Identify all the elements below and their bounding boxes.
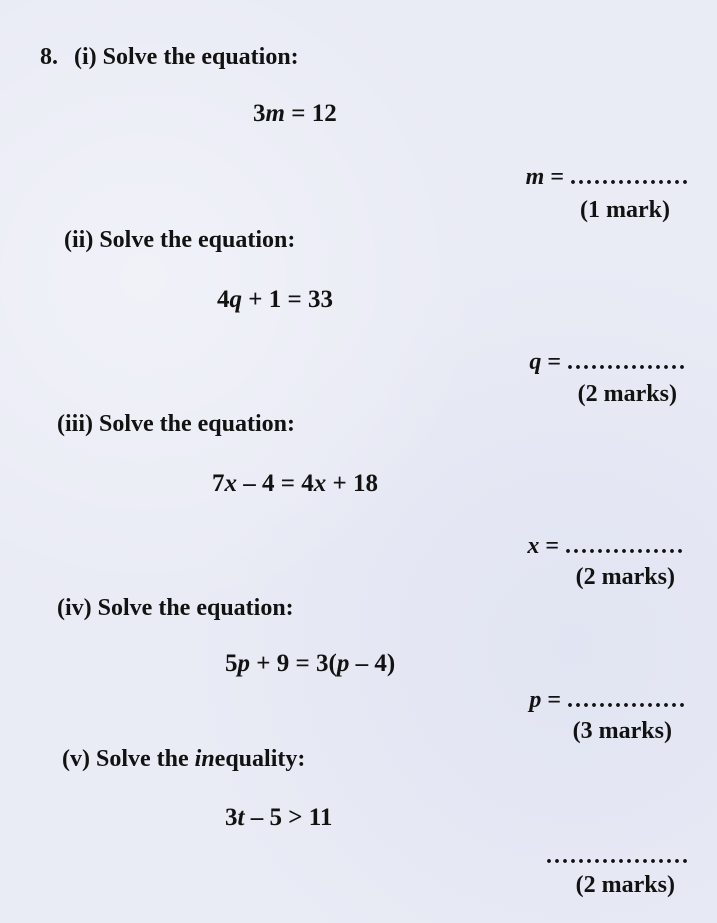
equation-ii: 4q + 1 = 33 <box>217 286 333 313</box>
problem-heading-ii: (ii) Solve the equation: <box>64 227 296 253</box>
answer-line-ii <box>529 349 687 376</box>
problem-heading-v: (v) Solve the inequality: <box>62 746 306 772</box>
answer-dots-iv: ............... <box>567 687 687 713</box>
answer-dots-v: .................. <box>546 843 690 869</box>
answer-prefix-iv: p = <box>529 687 567 713</box>
equation-i: 3m = 12 <box>253 100 337 127</box>
problem-heading-iv: (iv) Solve the equation: <box>57 595 294 621</box>
answer-line-iv <box>529 687 687 714</box>
question-number: 8. <box>40 44 58 70</box>
answer-dots-i: ............... <box>570 164 690 190</box>
answer-line-v <box>546 843 690 870</box>
equation-v: 3t – 5 > 11 <box>225 804 333 831</box>
answer-prefix-iii: x = <box>527 533 565 559</box>
equation-iv: 5p + 9 = 3(p – 4) <box>225 650 396 677</box>
answer-line-iii <box>527 533 685 560</box>
marks-label-iii: (2 marks) <box>575 564 675 590</box>
answer-dots-ii: ............... <box>567 349 687 375</box>
problem-heading-iii: (iii) Solve the equation: <box>57 411 295 437</box>
marks-label-v: (2 marks) <box>575 872 675 898</box>
marks-label-iv: (3 marks) <box>572 718 672 744</box>
answer-prefix-i: m = <box>525 164 570 190</box>
answer-line-i <box>526 164 690 191</box>
answer-dots-iii: ............... <box>565 533 685 559</box>
marks-label-i: (1 mark) <box>580 197 670 223</box>
equation-iii: 7x – 4 = 4x + 18 <box>212 470 378 497</box>
problem-heading-i <box>40 44 299 71</box>
answer-prefix-ii: q = <box>529 349 567 375</box>
marks-label-ii: (2 marks) <box>577 381 677 407</box>
problem-heading-text: (i) Solve the equation: <box>74 44 299 70</box>
